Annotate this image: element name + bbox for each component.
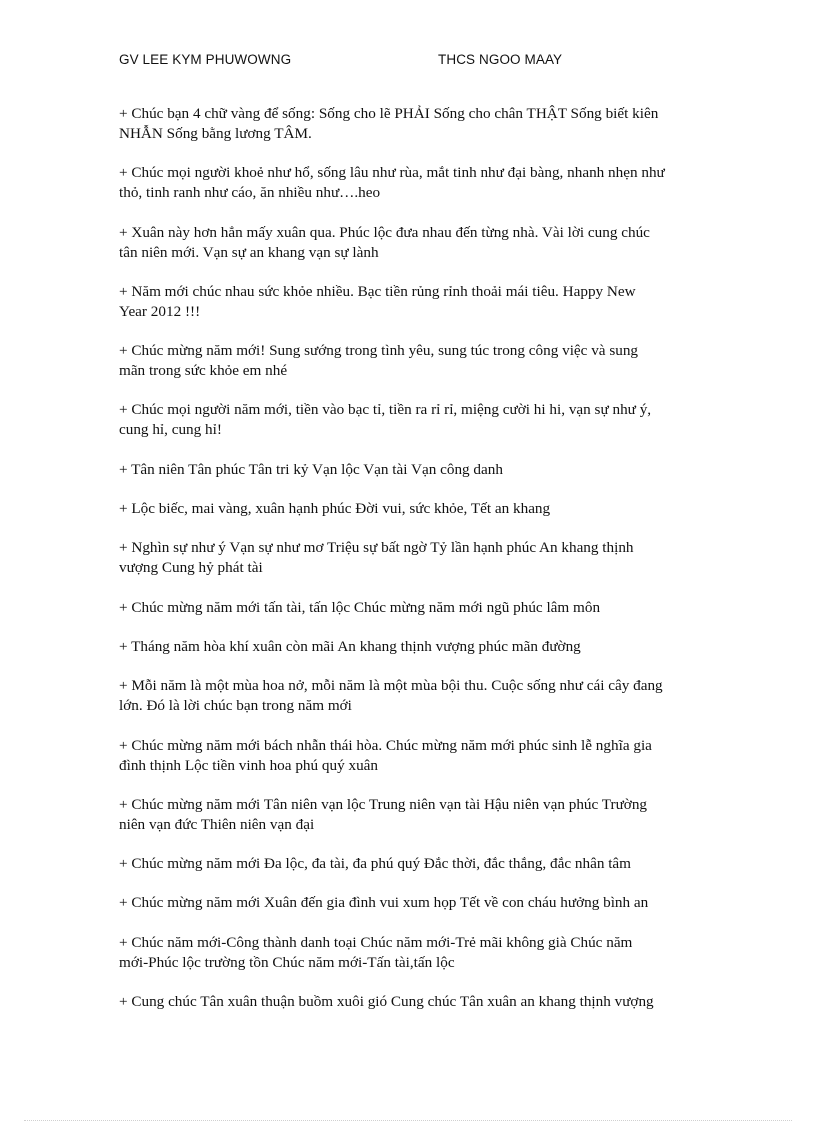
document-body <box>119 104 699 1031</box>
wish-line: + Năm mới chúc nhau sức khỏe nhiều. Bạc tiền rủng rỉnh thoải mái tiêu. Happy New <box>119 282 636 300</box>
wish-line: + Chúc năm mới-Công thành danh toại Chúc năm mới-Trẻ mãi không già Chúc năm <box>119 933 633 951</box>
wish-paragraph <box>119 104 699 144</box>
wish-line: Year 2012 !!! <box>119 302 201 320</box>
wish-line: + Chúc mọi người năm mới, tiền vào bạc tỉ, tiền ra rỉ rỉ, miệng cười hi hi, vạn sự như ý, <box>119 401 652 419</box>
wish-line: + Chúc mọi người khoẻ như hổ, sống lâu như rùa, mắt tinh như đại bàng, nhanh nhẹn như <box>119 164 665 182</box>
header-school-name: THCS NGOO MAAY <box>438 52 563 67</box>
page-bottom-divider <box>24 1120 792 1121</box>
wish-line: lớn. Đó là lời chúc bạn trong năm mới <box>119 697 352 715</box>
wish-paragraph <box>119 163 699 203</box>
wish-line: + Chúc mừng năm mới Tân niên vạn lộc Trung niên vạn tài Hậu niên vạn phúc Trường <box>119 795 648 813</box>
wish-line: niên vạn đức Thiên niên vạn đại <box>119 815 315 833</box>
wish-paragraph <box>119 795 699 835</box>
wish-paragraph <box>119 341 699 381</box>
wish-line: + Chúc mừng năm mới Xuân đến gia đình vui xum họp Tết về con cháu hưởng bình an <box>119 894 649 912</box>
wish-line: + Chúc bạn 4 chữ vàng để sống: Sống cho lẽ PHẢI Sống cho chân THẬT Sống biết kiên <box>119 105 659 122</box>
wish-line: + Tháng năm hòa khí xuân còn mãi An khang thịnh vượng phúc mãn đường <box>119 637 581 655</box>
wish-line: + Mỗi năm là một mùa hoa nở, mỗi năm là một mùa bội thu. Cuộc sống như cái cây đang <box>119 677 663 695</box>
wish-paragraph <box>119 893 699 913</box>
wish-paragraph <box>119 460 699 480</box>
wish-line: + Lộc biếc, mai vàng, xuân hạnh phúc Đời vui, sức khỏe, Tết an khang <box>119 500 551 518</box>
wish-paragraph <box>119 637 699 657</box>
wish-line: NHẪN Sống bằng lương TÂM. <box>119 125 312 142</box>
wish-paragraph <box>119 736 699 776</box>
wish-line: mới-Phúc lộc trường tồn Chúc năm mới-Tấn tài,tấn lộc <box>119 953 455 971</box>
header-teacher-name: GV LEE KYM PHUWOWNG <box>119 52 292 67</box>
wish-line: + Xuân này hơn hẳn mấy xuân qua. Phúc lộc đưa nhau đến từng nhà. Vài lời cung chúc <box>119 223 650 241</box>
wish-paragraph <box>119 538 699 578</box>
wish-line: thỏ, tinh ranh như cáo, ăn nhiều như….heo <box>119 184 381 202</box>
wish-line: + Chúc mừng năm mới! Sung sướng trong tình yêu, sung túc trong công việc và sung <box>119 342 639 360</box>
wish-paragraph <box>119 499 699 519</box>
wish-paragraph <box>119 676 699 716</box>
wish-line: cung hỉ, cung hỉ! <box>119 421 222 439</box>
wish-line: + Chúc mừng năm mới bách nhẫn thái hòa. Chúc mừng năm mới phúc sinh lễ nghĩa gia <box>119 736 652 754</box>
page-header <box>119 52 719 72</box>
wish-line: đình thịnh Lộc tiền vinh hoa phú quý xuân <box>119 756 378 774</box>
wish-line: mãn trong sức khỏe em nhé <box>119 362 288 380</box>
wish-paragraph <box>119 223 699 263</box>
wish-line: + Chúc mừng năm mới Đa lộc, đa tài, đa phú quý Đắc thời, đắc thắng, đắc nhân tâm <box>119 855 631 873</box>
wish-paragraph <box>119 400 699 440</box>
wish-paragraph <box>119 282 699 322</box>
wish-paragraph <box>119 992 699 1012</box>
wish-line: + Nghìn sự như ý Vạn sự như mơ Triệu sự bất ngờ Tỷ lần hạnh phúc An khang thịnh <box>119 539 634 557</box>
wish-line: vượng Cung hỷ phát tài <box>119 559 263 577</box>
wish-line: + Tân niên Tân phúc Tân tri kỷ Vạn lộc Vạn tài Vạn công danh <box>119 460 503 478</box>
wish-paragraph <box>119 598 699 618</box>
wish-paragraph <box>119 854 699 874</box>
wish-paragraph <box>119 933 699 973</box>
wish-line: tân niên mới. Vạn sự an khang vạn sự lành <box>119 243 379 261</box>
wish-line: + Chúc mừng năm mới tấn tài, tấn lộc Chúc mừng năm mới ngũ phúc lâm môn <box>119 598 601 616</box>
wish-line: + Cung chúc Tân xuân thuận buồm xuôi gió Cung chúc Tân xuân an khang thịnh vượng <box>119 993 654 1011</box>
